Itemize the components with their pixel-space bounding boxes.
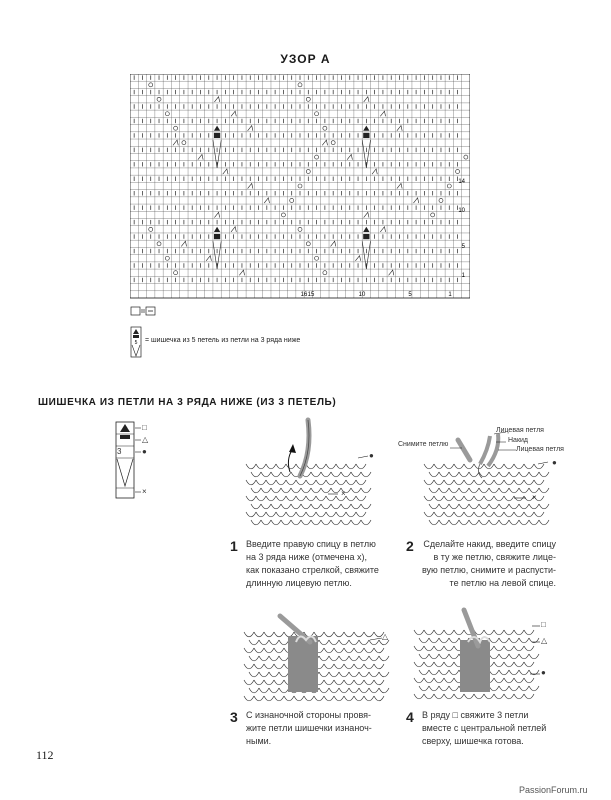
mini-marker-square: □: [142, 423, 147, 432]
callout-x-2: ×: [532, 493, 537, 502]
callout-dot-4: ●: [541, 668, 546, 677]
step-2-line-4: те петлю на левой спице.: [449, 578, 556, 588]
knitting-chart: [130, 74, 470, 302]
callout-square-4: □: [541, 620, 546, 629]
step-4-line-3: сверху, шишечка готова.: [422, 736, 524, 746]
callout-take-off: Снимите петлю: [398, 441, 449, 448]
page-number: 112: [36, 748, 54, 762]
illustration-step-4: [408, 606, 558, 706]
step-3-line-3: ными.: [246, 736, 272, 746]
legend-bobble-symbol: [130, 326, 144, 362]
step-1-number: 1: [230, 538, 238, 554]
step-2-line-2: в ту же петлю, свяжите лице-: [433, 552, 556, 562]
column-marker-10: 10: [358, 292, 366, 298]
bobble-area-4: [460, 640, 490, 692]
row-marker-14: 14: [458, 179, 465, 185]
callout-dot-1: ●: [369, 451, 374, 460]
loop-2a: [480, 436, 490, 464]
step-3-line-1: С изнаночной стороны провя-: [246, 710, 372, 720]
mini-marker-dot: ●: [142, 447, 147, 456]
row-marker-10: 10: [458, 208, 465, 214]
step-2-line-3: вую петлю, снимите и распусти-: [421, 565, 556, 575]
watermark: PassionForum.ru: [519, 785, 588, 795]
column-marker-1: 1: [448, 292, 452, 298]
section-title: ШИШЕЧКА ИЗ ПЕТЛИ НА 3 РЯДА НИЖЕ (ИЗ 3 ПЕТЕЛЬ): [38, 397, 337, 408]
step-1-line-1: Введите правую спицу в петлю: [246, 539, 376, 549]
step-1-line-2: на 3 ряда ниже (отмечена х),: [246, 552, 368, 562]
illustration-step-1: [238, 412, 378, 532]
step-3-line-2: жите петли шишечки изнаноч-: [246, 723, 372, 733]
mini-chart: [108, 420, 158, 500]
step-4-line-2: вместе с центральной петлей: [422, 723, 547, 733]
callout-x-1: ×: [341, 489, 346, 498]
knit-fabric-1: [246, 464, 371, 525]
row-marker-1: 1: [461, 273, 465, 279]
step-4-line-1: В ряду □ свяжите 3 петли: [422, 710, 529, 720]
arrow-head-1: [289, 444, 296, 453]
callout-knit-loop-1: Лицевая петля: [496, 427, 544, 434]
step-3-text: [246, 709, 372, 748]
step-4-number: 4: [406, 709, 414, 725]
step-2-text: [420, 538, 556, 590]
illustration-step-2: [410, 420, 560, 530]
step-1-line-4: длинную лицевую петлю.: [246, 578, 352, 588]
knit-fabric-2: [424, 464, 549, 525]
row-marker-5: 5: [461, 244, 465, 250]
needle-1: [300, 420, 309, 476]
legend-bobble-text: = шишечка из 5 петель из петли на 3 ряда ниже: [145, 337, 301, 344]
legend-knit-symbol: [130, 306, 160, 318]
mini-marker-triangle: △: [142, 435, 149, 444]
step-1-text: [246, 538, 379, 590]
callout-dot-2: ●: [552, 458, 557, 467]
step-2-line-1: Сделайте накид, введите спицу: [423, 539, 556, 549]
chart-title: УЗОР А: [280, 52, 331, 66]
callout-knit-loop-2: Лицевая петля: [516, 446, 564, 453]
chart-symbols: [134, 75, 468, 282]
needle-2: [458, 440, 470, 460]
mini-chart-number: 3: [117, 447, 122, 456]
step-2-number: 2: [406, 538, 414, 554]
illustration-step-3: [240, 612, 400, 707]
svg-text:5: 5: [134, 340, 138, 346]
step-3-number: 3: [230, 709, 238, 725]
column-marker-5: 5: [408, 292, 412, 298]
purl-area-3: [288, 636, 318, 692]
column-marker-16: 16: [300, 292, 308, 298]
column-marker-15: 15: [307, 292, 315, 298]
callout-yarn-over: Накид: [508, 437, 529, 444]
callout-triangle-3: △: [382, 632, 389, 641]
mini-marker-x: ×: [142, 487, 147, 496]
callout-triangle-4: △: [541, 636, 548, 645]
step-4-text: [422, 709, 546, 748]
step-1-line-3: как показано стрелкой, свяжите: [246, 565, 379, 575]
